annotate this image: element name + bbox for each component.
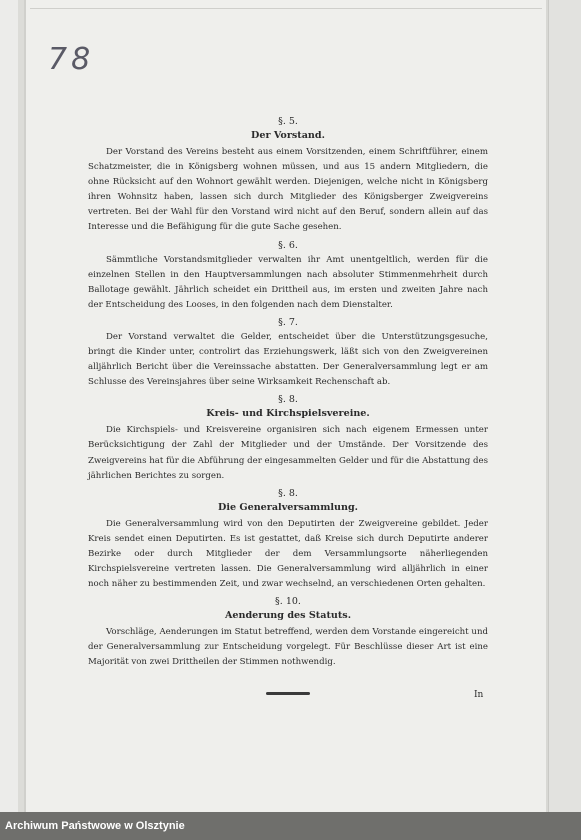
section-number: §. 8. <box>278 394 298 406</box>
section-paragraph: Sämmtliche Vorstandsmitglieder verwalten ihr Amt unentgeltlich, werden für die einzelnen Stellen in den Hauptversammlungen nach absoluter Stimmenmehrheit durch Ballotage gewählt. Jährlich scheidet ein Drittheil aus, im ersten und zweiten Jahre nach der Entscheidung des Looses, in den folgenden nach dem Dienstalter. <box>88 254 488 310</box>
section-number: §. 5. <box>278 116 298 127</box>
section-7 <box>88 315 488 390</box>
section-10 <box>88 594 488 670</box>
catchword: In <box>474 690 484 700</box>
section-number: §. 10. <box>275 596 301 608</box>
section-5 <box>88 114 488 236</box>
page-fold-line <box>30 8 542 9</box>
decorative-rule <box>266 692 310 695</box>
section-6 <box>88 238 488 313</box>
document-content <box>88 113 488 695</box>
back-sheet <box>548 0 581 812</box>
section-paragraph: Die Generalversammlung wird von den Deputirten der Zweigvereine gebildet. Jeder Kreis sendet einen Deputirten. Es ist gestattet, daß Kreise sich durch Deputirte anderer Bezirke oder durch Mitglieder der dem Versammlungsorte näherliegenden Kirchspielsvereine vertreten lassen. Die Generalversammlung wird alljährlich in einer noch näher zu bestimmenden Zeit, und zwar wechselnd, an verschiedenen Orten gehalten. <box>88 518 488 590</box>
archive-name: Archiwum Państwowe w Olsztynie <box>5 820 185 832</box>
section-8a <box>88 392 488 483</box>
archive-footer <box>0 812 581 840</box>
section-paragraph: Vorschläge, Aenderungen im Statut betreffend, werden dem Vorstande eingereicht und der Generalversammlung zur Entscheidung vorgelegt. Für Beschlüsse dieser Art ist eine Majorität von zwei Drittheilen der Stimmen nothwendig. <box>88 627 488 668</box>
section-number: §. 6. <box>278 239 298 251</box>
section-paragraph: Die Kirchspiels- und Kreisvereine organisiren sich nach eigenem Ermessen unter Berücksichtigung der Zahl der Mitglieder und der Umstände. Der Vorsitzende des Zweigvereins hat für die Abführung der eingesammelten Gelder und für die Abstattung des jährlichen Berichtes zu sorgen. <box>88 425 488 481</box>
section-title: Die Generalversammlung. <box>218 501 358 513</box>
handwritten-folio-number: 78 <box>48 42 95 77</box>
section-paragraph: Der Vorstand verwaltet die Gelder, entscheidet über die Unterstützungsgesuche, bringt die Kinder unter, controlirt das Erziehungswerk, läßt sich von den Zweigvereinen alljährlich Bericht über die Vereinssache abstatten. Der Generalversammlung legt er am Schlusse des Vereinsjahres über seine Wirksamkeit Rechenschaft ab. <box>88 331 488 388</box>
section-paragraph: Der Vorstand des Vereins besteht aus einem Vorsitzenden, einem Schriftführer, einem Schatzmeister, die in Königsberg wohnen müssen, und aus 15 andern Mitgliedern, die ohne Rücksicht auf den Wohnort gewählt werden. Diejenigen, welche nicht in Königsberg ihren Wohnsitz haben, lassen sich durch Mitglieder des Königsberger Zweigvereins vertreten. Bei der Wahl für den Vorstand wird nicht auf den Beruf, sondern allein auf das Interesse und die Befähigung für die gute Sache gesehen. <box>88 147 488 233</box>
section-number: §. 7. <box>278 316 298 328</box>
section-number: §. 8. <box>278 487 298 499</box>
section-8b <box>88 486 488 592</box>
section-title: Kreis- und Kirchspielsvereine. <box>206 408 370 420</box>
section-title: Der Vorstand. <box>251 130 325 141</box>
section-title: Aenderung des Statuts. <box>224 610 352 622</box>
